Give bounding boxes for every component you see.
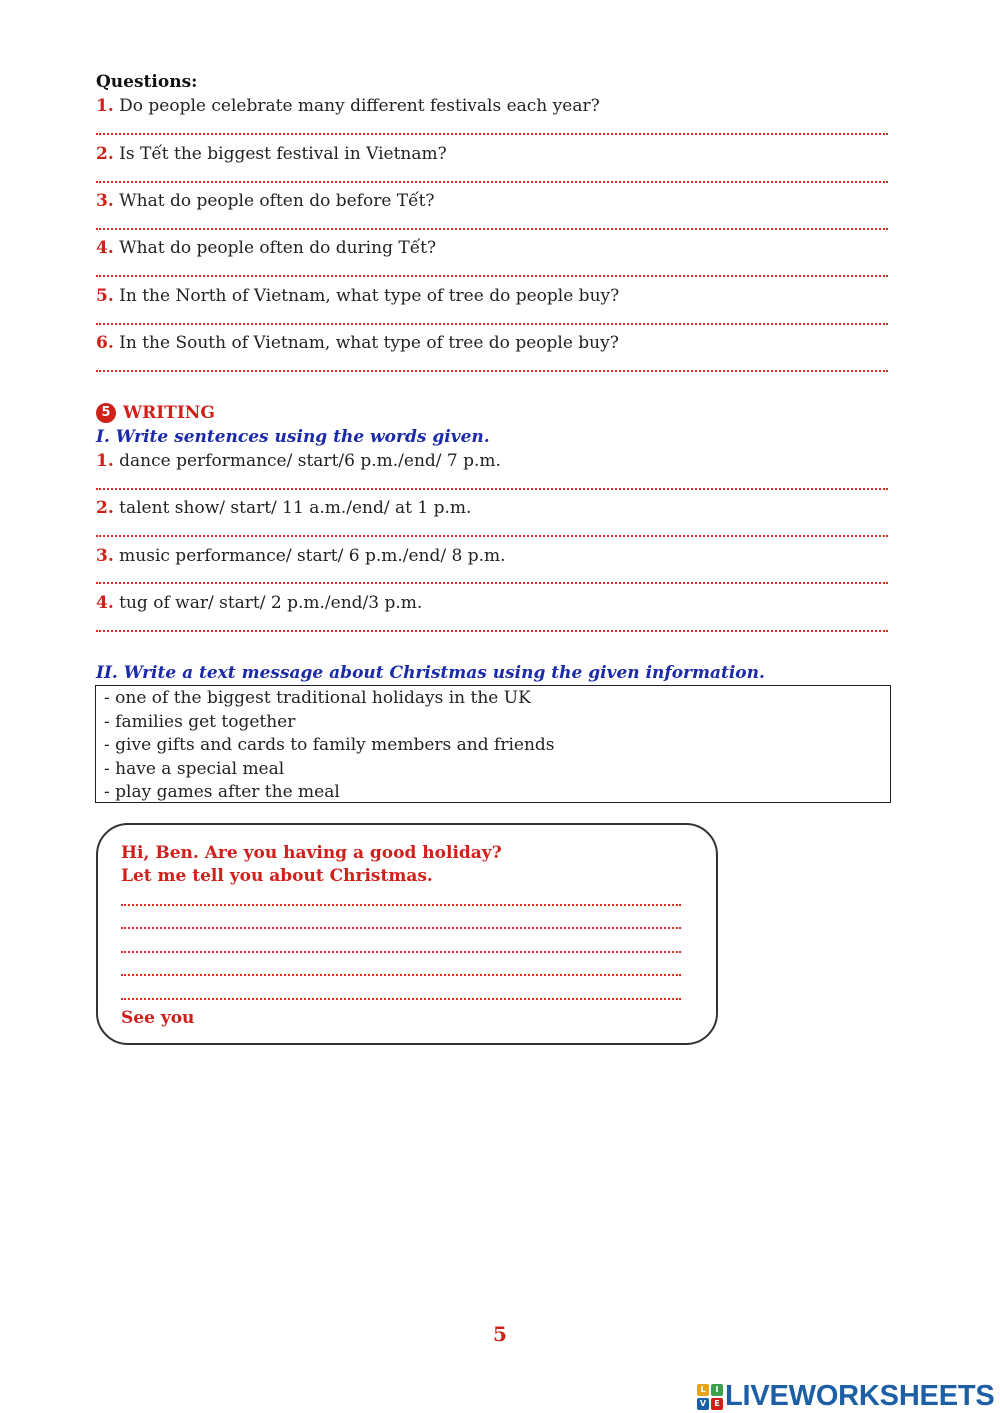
prompt-number: 2. bbox=[96, 498, 114, 518]
liveworksheets-logo-icon bbox=[697, 1384, 723, 1410]
logo-tile: L bbox=[697, 1384, 709, 1396]
prompt-text: dance performance/ start/6 p.m./end/ 7 p.m. bbox=[113, 451, 501, 471]
logo-tile: E bbox=[711, 1398, 723, 1410]
prompt-number: 1. bbox=[96, 451, 114, 471]
page-number: 5 bbox=[493, 1322, 507, 1346]
christmas-info-box bbox=[95, 685, 891, 803]
question-text: Do people celebrate many different festivals each year? bbox=[113, 96, 600, 116]
question-text: In the South of Vietnam, what type of tree do people buy? bbox=[113, 333, 619, 353]
question-number: 3. bbox=[96, 191, 114, 211]
sentence-answer-line-1[interactable] bbox=[96, 488, 888, 490]
info-item: - give gifts and cards to family members and friends bbox=[104, 735, 555, 755]
question-number: 2. bbox=[96, 144, 114, 164]
answer-line-2[interactable] bbox=[96, 181, 888, 183]
info-item: - one of the biggest traditional holidays in the UK bbox=[104, 688, 531, 708]
question-6 bbox=[96, 333, 619, 353]
prompt-text: talent show/ start/ 11 a.m./end/ at 1 p.m. bbox=[113, 498, 472, 518]
message-answer-line-1[interactable] bbox=[121, 904, 681, 906]
info-item: - families get together bbox=[104, 711, 296, 732]
sentence-answer-line-3[interactable] bbox=[96, 582, 888, 584]
question-number: 5. bbox=[96, 286, 114, 306]
message-closing: See you bbox=[121, 1008, 195, 1028]
writing-title-text: WRITING bbox=[123, 403, 215, 423]
question-text: What do people often do during Tết? bbox=[113, 238, 437, 258]
question-1 bbox=[96, 96, 600, 116]
question-5 bbox=[96, 286, 619, 306]
answer-line-1[interactable] bbox=[96, 133, 888, 135]
writing-section-title bbox=[96, 403, 215, 423]
answer-line-5[interactable] bbox=[96, 323, 888, 325]
answer-line-6[interactable] bbox=[96, 370, 888, 372]
question-number: 4. bbox=[96, 238, 114, 258]
question-number: 1. bbox=[96, 96, 114, 116]
sentence-answer-line-2[interactable] bbox=[96, 535, 888, 537]
message-answer-line-2[interactable] bbox=[121, 927, 681, 929]
questions-heading: Questions: bbox=[96, 72, 198, 92]
sentence-prompt-1 bbox=[96, 451, 501, 471]
task-2-title: II. Write a text message about Christmas using the given information. bbox=[96, 663, 765, 683]
message-answer-line-5[interactable] bbox=[121, 998, 681, 1000]
prompt-text: tug of war/ start/ 2 p.m./end/3 p.m. bbox=[113, 593, 423, 613]
question-3 bbox=[96, 191, 435, 211]
logo-tile: V bbox=[697, 1398, 709, 1410]
sentence-prompt-2 bbox=[96, 498, 471, 518]
question-4 bbox=[96, 238, 436, 258]
logo-tile: I bbox=[711, 1384, 723, 1396]
task-1-title: I. Write sentences using the words given. bbox=[96, 427, 490, 447]
info-item: - play games after the meal bbox=[104, 782, 340, 802]
message-greeting: Hi, Ben. Are you having a good holiday? bbox=[121, 843, 502, 863]
question-text: In the North of Vietnam, what type of tree do people buy? bbox=[113, 286, 620, 306]
prompt-text: music performance/ start/ 6 p.m./end/ 8 p.m. bbox=[113, 546, 506, 566]
sentence-prompt-4 bbox=[96, 593, 422, 613]
message-answer-line-4[interactable] bbox=[121, 974, 681, 976]
message-intro: Let me tell you about Christmas. bbox=[121, 866, 433, 886]
question-2 bbox=[96, 144, 447, 164]
prompt-number: 3. bbox=[96, 546, 114, 566]
liveworksheets-logo bbox=[697, 1380, 995, 1413]
question-text: Is Tết the biggest festival in Vietnam? bbox=[113, 144, 447, 164]
prompt-number: 4. bbox=[96, 593, 114, 613]
question-text: What do people often do before Tết? bbox=[113, 191, 435, 211]
question-number: 6. bbox=[96, 333, 114, 353]
message-answer-line-3[interactable] bbox=[121, 951, 681, 953]
info-item: - have a special meal bbox=[104, 758, 285, 779]
sentence-prompt-3 bbox=[96, 546, 506, 566]
answer-line-4[interactable] bbox=[96, 275, 888, 277]
section-number-badge: 5 bbox=[96, 403, 116, 423]
sentence-answer-line-4[interactable] bbox=[96, 630, 888, 632]
liveworksheets-wordmark: LIVEWORKSHEETS bbox=[725, 1380, 995, 1412]
answer-line-3[interactable] bbox=[96, 228, 888, 230]
